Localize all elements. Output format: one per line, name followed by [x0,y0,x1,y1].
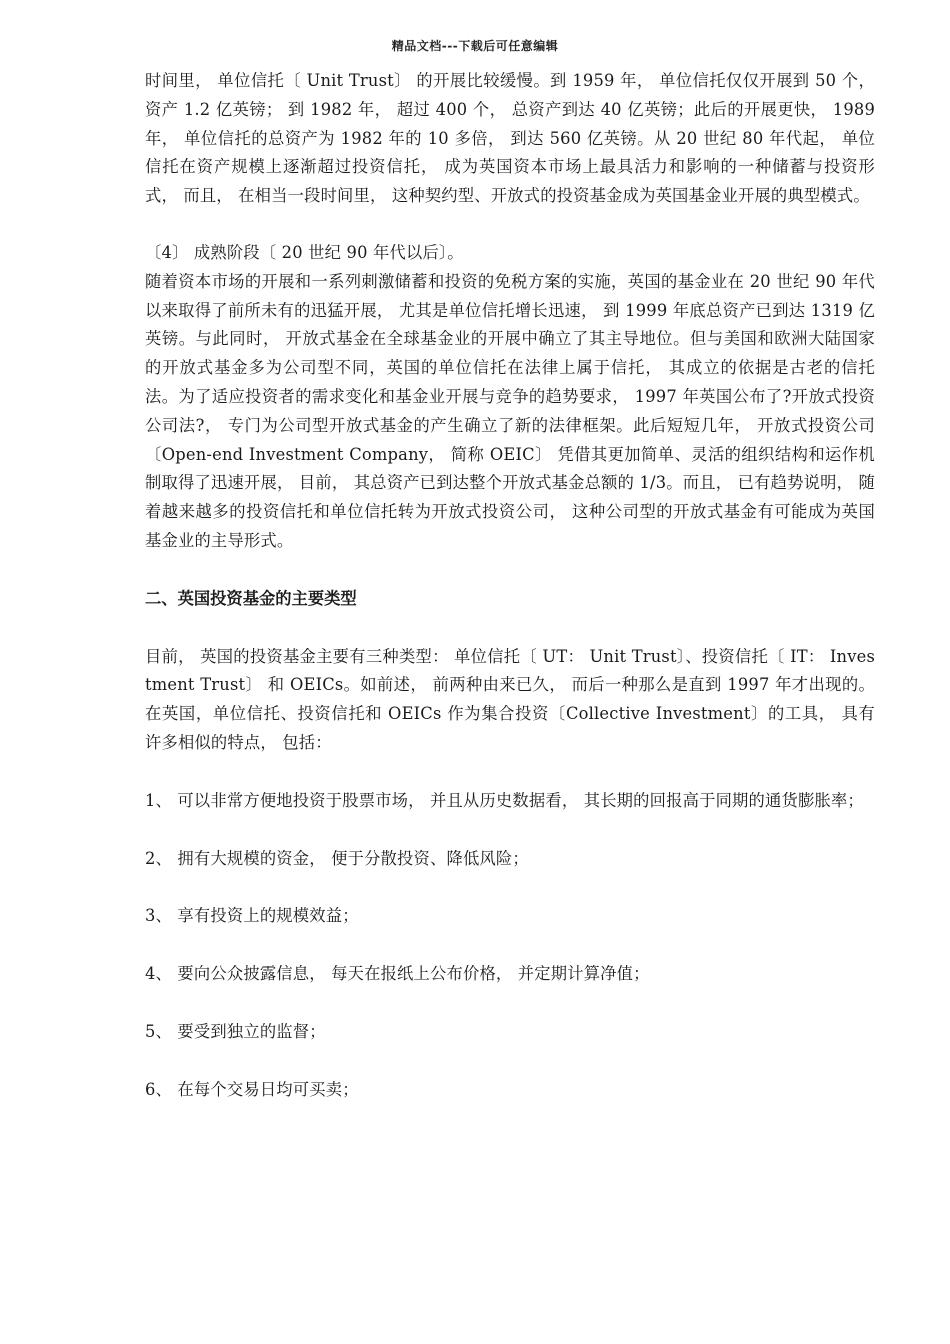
list-item: 1、 可以非常方便地投资于股票市场， 并且从历史数据看， 其长期的回报高于同期的通货膨胀率； [145,790,864,810]
list-item: 6、 在每个交易日均可买卖； [145,1079,359,1099]
list-item: 5、 要受到独立的监督； [145,1021,326,1041]
list-item: 3、 享有投资上的规模效益； [145,906,359,926]
document-body [145,67,875,1105]
list-item: 4、 要向公众披露信息， 每天在报纸上公布价格， 并定期计算净值； [145,964,650,984]
section-heading: 二、英国投资基金的主要类型 [145,588,357,608]
paragraph-maturity-stage-title: 〔4〕 成熟阶段〔 20 世纪 90 年代以后〕。 [145,242,464,262]
paragraph-unit-trust-history: 时间里， 单位信托〔 Unit Trust〕 的开展比较缓慢。到 1959 年， 单位信托仅仅开展到 50 个，资产 1.2 亿英镑； 到 1982 年， 超过 400 个， 总资产到达 40 亿英镑；此后的开展更快， 1989 年， 单位信托的总资产为 1982 年的 10 多倍， 到达 560 亿英镑。从 20 世纪 80 年代起， 单位信托在资产规模上逐渐超过投资信托， 成为英国资本市场上最具活力和影响的一种储蓄与投资形式， 而且， 在相当一段时间里， 这种契约型、开放式的投资基金成为英国基金业开展的典型模式。 [145,71,875,206]
list-item: 2、 拥有大规模的资金， 便于分散投资、降低风险； [145,848,529,868]
page-header: 精品文档---下载后可任意编辑 [391,39,559,53]
paragraph-maturity-stage: 随着资本市场的开展和一系列刺激储蓄和投资的免税方案的实施，英国的基金业在 20 世纪 90 年代以来取得了前所未有的迅猛开展， 尤其是单位信托增长迅速， 到 1999 年底总资产已到达 1319 亿英镑。与此同时， 开放式基金在全球基金业的开展中确立了其主导地位。但与美国和欧洲大陆国家的开放式基金多为公司型不同，英国的单位信托在法律上属于信托， 其成立的依据是古老的信托法。为了适应投资者的需求变化和基金业开展与竞争的趋势要求， 1997 年英国公布了?开放式投资公司法?， 专门为公司型开放式基金的产生确立了新的法律框架。此后短短几年， 开放式投资公司〔Open-end Investment Company， 简称 OEIC〕 凭借其更加简单、灵活的组织结构和运作机制取得了迅速开展， 目前， 其总资产已到达整个开放式基金总额的 1/3。而且， 已有趋势说明， 随着越来越多的投资信托和单位信托转为开放式投资公司， 这种公司型的开放式基金有可能成为英国基金业的主导形式。 [145,271,875,550]
paragraph-fund-types: 目前， 英国的投资基金主要有三种类型： 单位信托〔 UT： Unit Trust〕、投资信托〔 IT： Investment Trust〕 和 OEICs。如前述， 前两种由来已久， 而后一种那么是直到 1997 年才出现的。在英国，单位信托、投资信托和 OEICs 作为集合投资〔Collective Investment〕的工具， 具有许多相似的特点， 包括： [145,646,875,752]
